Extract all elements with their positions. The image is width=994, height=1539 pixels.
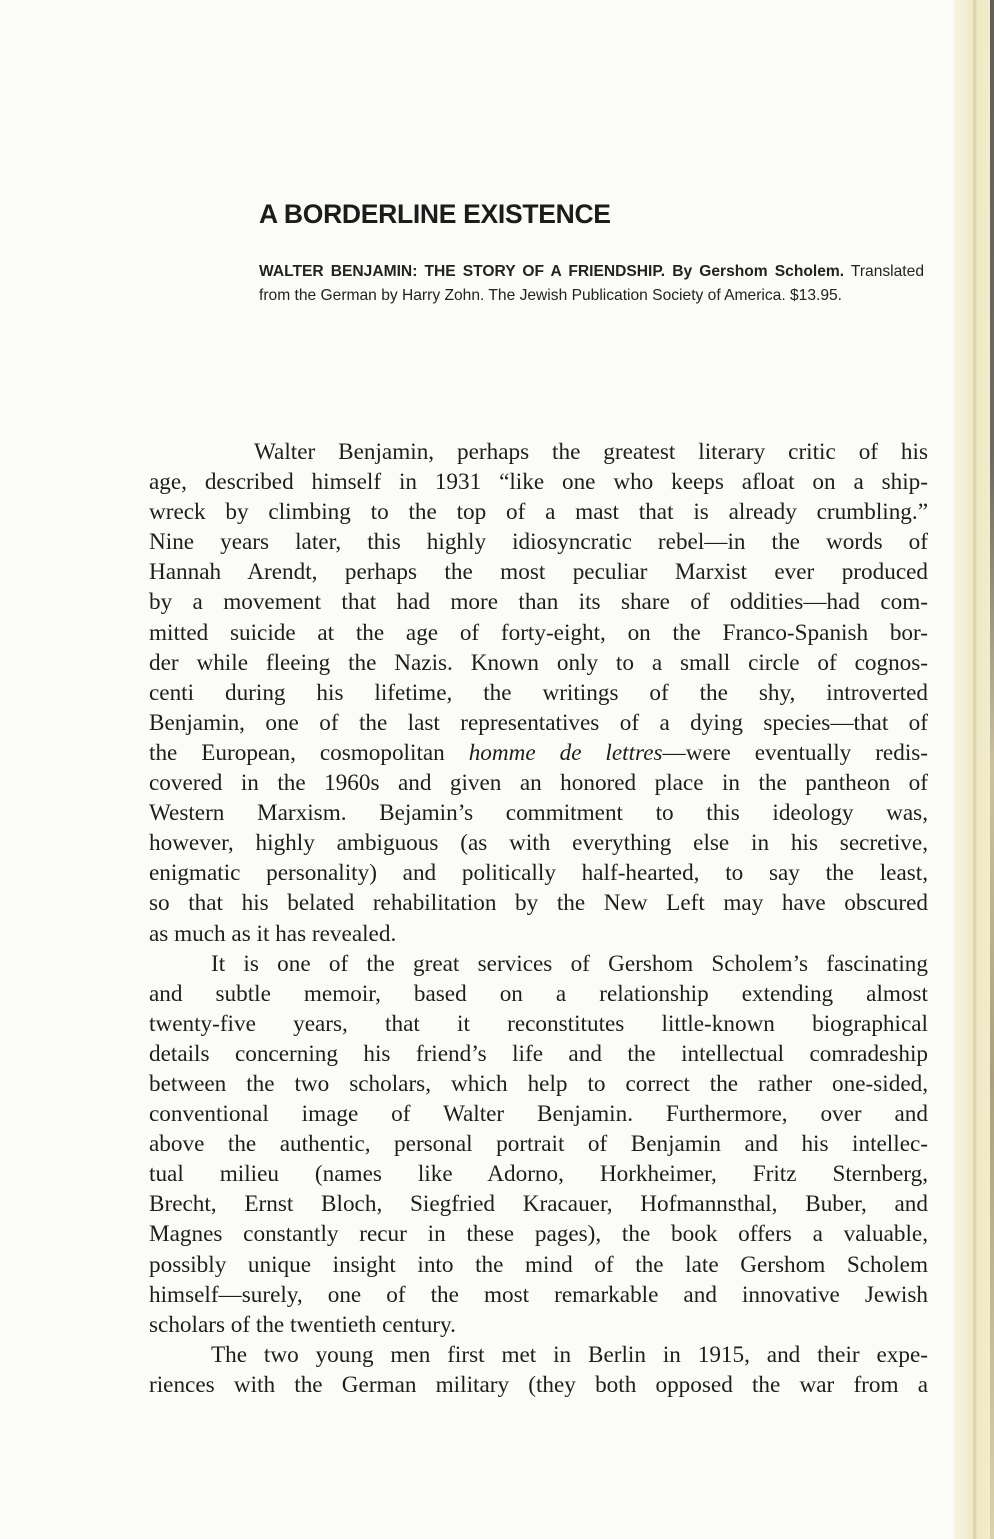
paragraph-2 — [149, 949, 928, 1340]
text-line: riences with the German military (they both opposed the war from a — [149, 1371, 928, 1398]
text-line: The two young men first met in Berlin in 1915, and their expe- — [211, 1341, 928, 1368]
text-line: twenty-five years, that it reconstitutes little-known biographical — [149, 1010, 928, 1037]
text-line: himself—surely, one of the most remarkable and innovative Jewish — [149, 1281, 928, 1308]
text-line: between the two scholars, which help to correct the rather one-sided, — [149, 1070, 928, 1097]
book-title: WALTER BENJAMIN: THE STORY OF A FRIENDSHIP. — [259, 263, 666, 280]
text-line: Benjamin, one of the last representatives of a dying species—that of — [149, 709, 928, 736]
page-binding-edge — [954, 0, 994, 1539]
text-line: Nine years later, this highly idiosyncratic rebel—in the words of — [149, 529, 928, 556]
paragraph-3 — [149, 1340, 928, 1400]
text-line: wreck by climbing to the top of a mast that is already crumbling.” — [149, 499, 928, 526]
text-line: Hannah Arendt, perhaps the most peculiar Marxist ever produced — [149, 559, 928, 586]
text-line: covered in the 1960s and given an honored place in the pantheon of — [149, 770, 928, 797]
text-line: possibly unique insight into the mind of the late Gershom Scholem — [149, 1251, 928, 1278]
text-line: conventional image of Walter Benjamin. Furthermore, over and — [149, 1101, 928, 1128]
book-details: Translated from the German by Harry Zohn. The Jewish Publication Society of America. $13.95. — [259, 263, 924, 304]
text-line: der while fleeing the Nazis. Known only to a small circle of cognos- — [149, 649, 928, 676]
page-edge-shadow — [990, 0, 994, 1539]
text-fragment: —were eventually redis- — [662, 739, 929, 766]
article-title: A BORDERLINE EXISTENCE — [259, 199, 611, 229]
text-line: and subtle memoir, based on a relationship extending almost — [149, 980, 928, 1007]
text-line: enigmatic personality) and politically half-hearted, to say the least, — [149, 860, 928, 887]
text-line: Brecht, Ernst Bloch, Siegfried Kracauer, Hofmannsthal, Buber, and — [149, 1191, 928, 1218]
book-author: By Gershom Scholem. — [672, 263, 845, 280]
book-citation — [259, 260, 924, 307]
text-line: mitted suicide at the age of forty-eight, on the Franco-Spanish bor- — [149, 619, 928, 646]
text-line: scholars of the twentieth century. — [149, 1311, 456, 1338]
text-fragment: the European, cosmopolitan — [149, 739, 469, 766]
italic-phrase: homme de lettres — [468, 739, 663, 766]
text-line: however, highly ambiguous (as with everything else in his secretive, — [149, 830, 928, 857]
text-line: age, described himself in 1931 “like one who keeps afloat on a ship- — [149, 469, 928, 496]
text-line: Western Marxism. Bejamin’s commitment to this ideology was, — [149, 800, 928, 827]
text-line: so that his belated rehabilitation by the New Left may have obscured — [149, 890, 928, 917]
text-line: Walter Benjamin, perhaps the greatest literary critic of his — [254, 439, 928, 465]
paragraph-1 — [149, 437, 928, 949]
text-line: details concerning his friend’s life and the intellectual comradeship — [149, 1040, 928, 1067]
text-line: tual milieu (names like Adorno, Horkheimer, Fritz Sternberg, — [149, 1161, 928, 1188]
text-line: centi during his lifetime, the writings of the shy, introverted — [149, 679, 928, 706]
text-line: above the authentic, personal portrait of Benjamin and his intellec- — [149, 1131, 928, 1158]
text-line: Magnes constantly recur in these pages), the book offers a valuable, — [149, 1221, 928, 1248]
text-line: by a movement that had more than its share of oddities—had com- — [149, 589, 928, 616]
text-line: as much as it has revealed. — [149, 920, 397, 947]
text-line-with-italic — [149, 738, 928, 768]
text-line: It is one of the great services of Gershom Scholem’s fascinating — [211, 950, 928, 977]
article-body — [149, 437, 928, 1400]
